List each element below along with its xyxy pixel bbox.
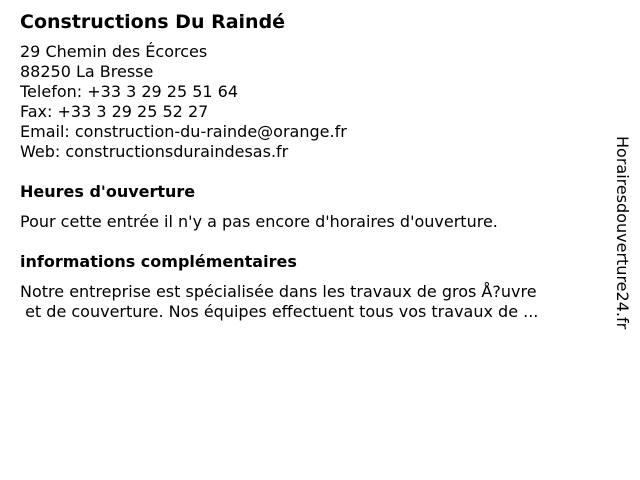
fax-line: Fax: +33 3 29 25 52 27 <box>20 102 209 121</box>
opening-hours-heading: Heures d'ouverture <box>20 182 196 201</box>
additional-info-text <box>20 282 600 322</box>
address-city: 88250 La Bresse <box>20 62 154 81</box>
business-name: Constructions Du Raindé <box>20 11 286 33</box>
email-line: Email: construction-du-rainde@orange.fr <box>20 122 347 141</box>
web-line: Web: constructionsduraindesas.fr <box>20 142 289 161</box>
site-watermark-text: Horairesdouverture24.fr <box>613 136 632 330</box>
business-listing <box>20 10 600 322</box>
opening-hours-text: Pour cette entrée il n'y a pas encore d'horaires d'ouverture. <box>20 212 498 231</box>
additional-info-line-2: et de couverture. Nos équipes effectuent tous vos travaux de ... <box>20 302 539 321</box>
address-street: 29 Chemin des Écorces <box>20 42 208 61</box>
site-watermark <box>612 136 632 346</box>
additional-info-heading: informations complémentaires <box>20 252 297 271</box>
additional-info-line-1: Notre entreprise est spécialisée dans les travaux de gros Å?uvre <box>20 282 537 301</box>
phone-line: Telefon: +33 3 29 25 51 64 <box>20 82 239 101</box>
